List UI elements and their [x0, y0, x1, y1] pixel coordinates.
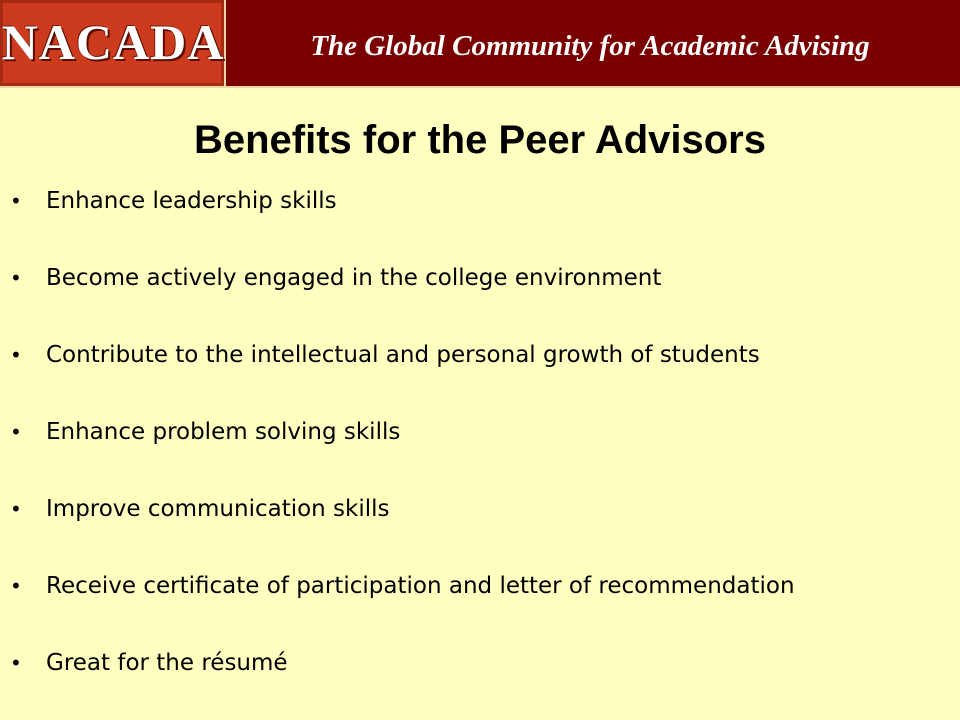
- bullet-text: Improve communication skills: [46, 496, 390, 522]
- tagline: The Global Community for Academic Advising: [310, 30, 870, 62]
- header-bar: [0, 0, 960, 88]
- bullet-text: Enhance problem solving skills: [46, 419, 401, 445]
- bullet-icon: •: [10, 266, 22, 290]
- bullet-icon: •: [10, 189, 22, 213]
- bullet-text: Enhance leadership skills: [46, 188, 337, 214]
- bullet-icon: •: [10, 343, 22, 367]
- bullet-text: Receive certificate of participation and letter of recommendation: [46, 573, 795, 599]
- bullet-icon: •: [10, 420, 22, 444]
- bullet-icon: •: [10, 574, 22, 598]
- bullet-icon: •: [10, 651, 22, 675]
- nacada-logo: [0, 0, 226, 86]
- bullet-text: Become actively engaged in the college environment: [46, 265, 662, 291]
- bullet-icon: •: [10, 497, 22, 521]
- logo-text: NACADA: [1, 14, 225, 70]
- slide-title: Benefits for the Peer Advisors: [193, 118, 766, 162]
- bullet-text: Contribute to the intellectual and personal growth of students: [46, 342, 760, 368]
- bullet-text: Great for the résumé: [46, 650, 288, 676]
